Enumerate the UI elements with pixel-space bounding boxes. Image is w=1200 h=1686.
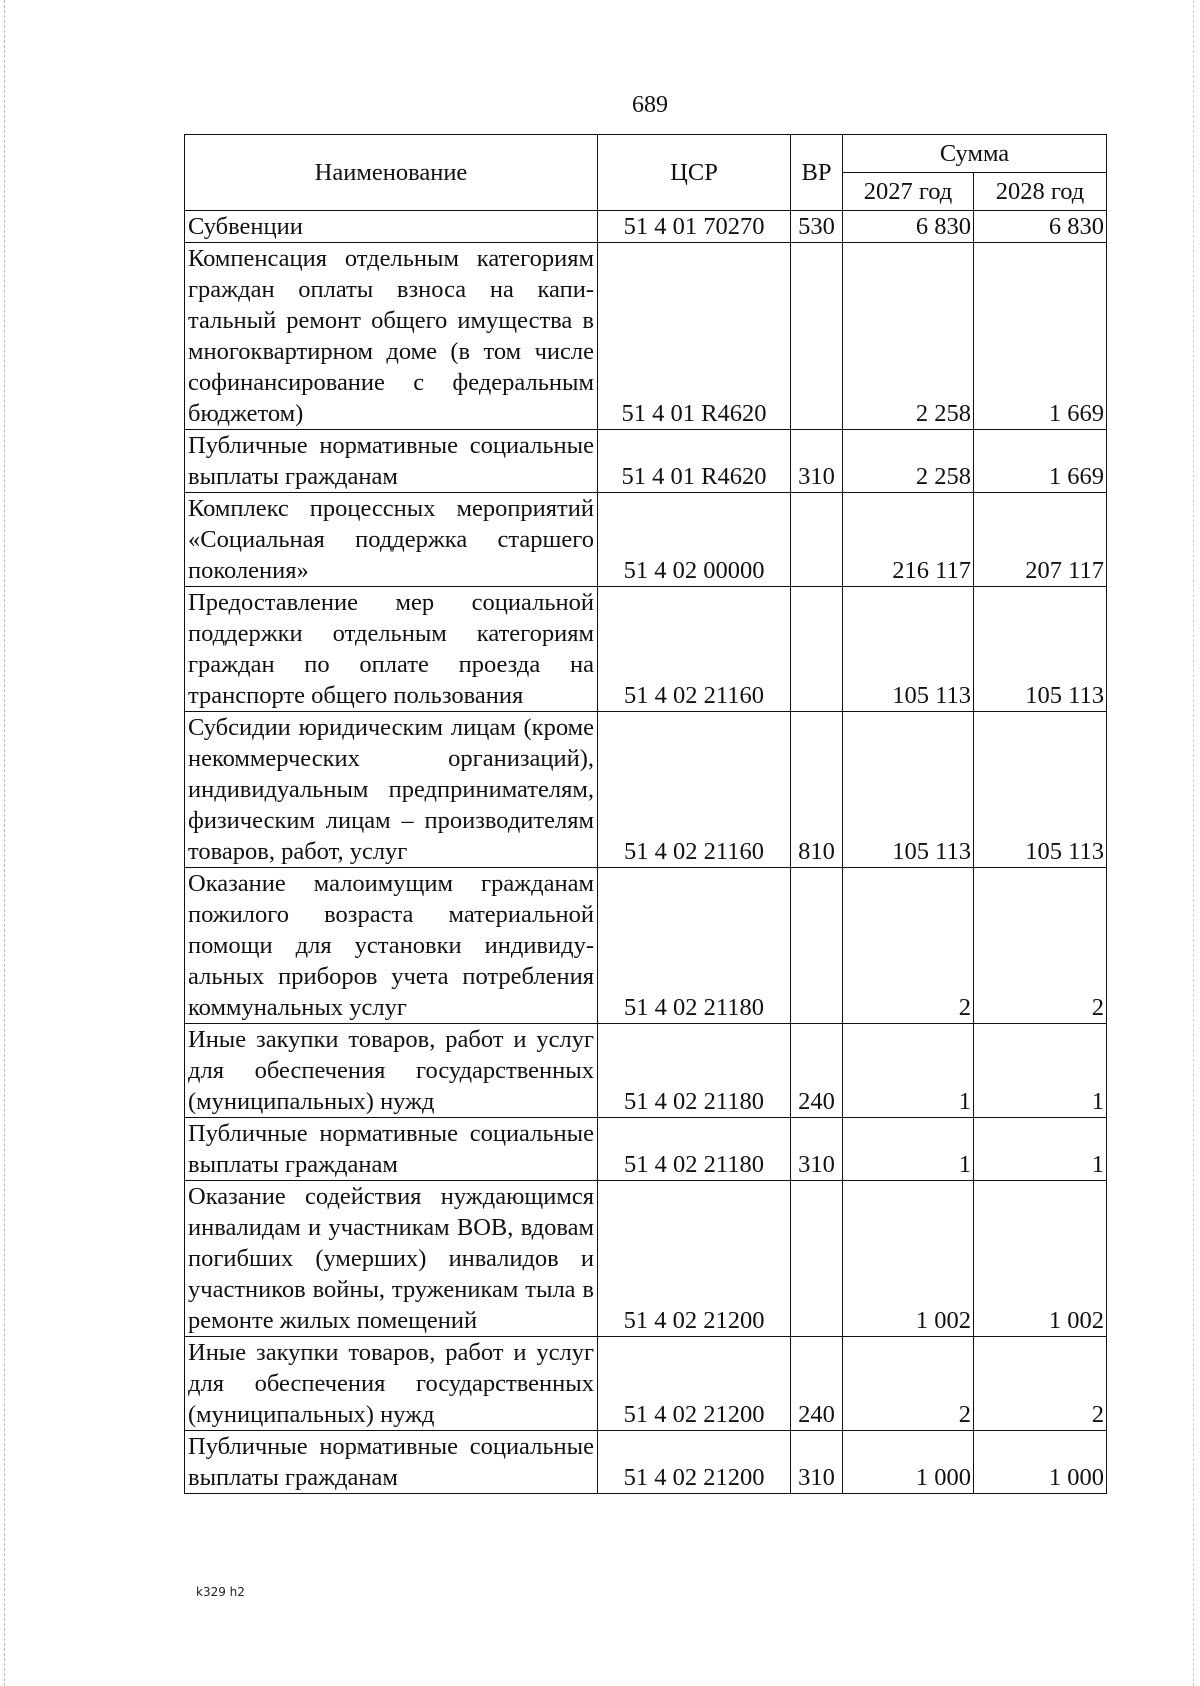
- header-vr: ВР: [791, 135, 843, 211]
- row-sum-2028-cell: 2: [974, 868, 1107, 1024]
- row-vr-cell: [791, 493, 843, 587]
- row-name-cell: Иные закупки товаров, работ и услуг для обеспечения государственных (муниципальных) нужд: [185, 1337, 598, 1431]
- scan-margin-rule-left: [4, 0, 5, 1686]
- row-csr-cell: 51 4 01 R4620: [598, 243, 791, 430]
- row-sum-2027-cell: 1 002: [843, 1181, 974, 1337]
- row-sum-2027-cell: 2 258: [843, 243, 974, 430]
- row-vr-cell: 810: [791, 712, 843, 868]
- row-sum-2028-cell: 207 117: [974, 493, 1107, 587]
- budget-table: [184, 134, 1107, 1494]
- row-vr-cell: 310: [791, 1118, 843, 1181]
- row-sum-2027-cell: 1 000: [843, 1431, 974, 1494]
- row-csr-cell: 51 4 02 21160: [598, 587, 791, 712]
- row-sum-2028-cell: 105 113: [974, 712, 1107, 868]
- row-name-cell: Предоставление мер социальной поддержки отдельным категориям граждан по оплате проезда на транспорте общего пользования: [185, 587, 598, 712]
- table-header: [185, 135, 1107, 211]
- row-sum-2027-cell: 105 113: [843, 712, 974, 868]
- table-row: [185, 1024, 1107, 1118]
- scan-margin-rule-right: [1193, 0, 1194, 1686]
- row-vr-cell: 240: [791, 1024, 843, 1118]
- row-sum-2027-cell: 2: [843, 1337, 974, 1431]
- table-body: [185, 211, 1107, 1494]
- header-year-2027: 2027 год: [843, 173, 974, 211]
- row-sum-2028-cell: 105 113: [974, 587, 1107, 712]
- row-sum-2027-cell: 105 113: [843, 587, 974, 712]
- table-row: [185, 493, 1107, 587]
- row-csr-cell: 51 4 02 21180: [598, 868, 791, 1024]
- row-name-cell: Субвенции: [185, 211, 598, 243]
- row-csr-cell: 51 4 02 21160: [598, 712, 791, 868]
- row-csr-cell: 51 4 01 70270: [598, 211, 791, 243]
- page-number: 689: [632, 92, 668, 118]
- row-sum-2027-cell: 2 258: [843, 430, 974, 493]
- row-name-cell: Иные закупки товаров, работ и услуг для обеспечения государственных (муниципальных) нужд: [185, 1024, 598, 1118]
- table-row: [185, 430, 1107, 493]
- row-csr-cell: 51 4 02 21200: [598, 1431, 791, 1494]
- row-name-cell: Комплекс процессных мероприятий «Социальная поддержка старшего поколения»: [185, 493, 598, 587]
- table-row: [185, 587, 1107, 712]
- row-name-cell: Субсидии юридическим лицам (кроме некоммерческих организаций), индивидуальным предпринимателям, физическим лицам – производителям товаров, работ, услуг: [185, 712, 598, 868]
- row-sum-2028-cell: 1 002: [974, 1181, 1107, 1337]
- row-name-cell: Публичные нормативные социальные выплаты гражданам: [185, 430, 598, 493]
- row-name-cell: Публичные нормативные социальные выплаты гражданам: [185, 1431, 598, 1494]
- row-sum-2028-cell: 1 000: [974, 1431, 1107, 1494]
- row-vr-cell: 530: [791, 211, 843, 243]
- table-row: [185, 1181, 1107, 1337]
- table-row: [185, 868, 1107, 1024]
- header-year-2028: 2028 год: [974, 173, 1107, 211]
- row-csr-cell: 51 4 02 21180: [598, 1024, 791, 1118]
- row-sum-2027-cell: 1: [843, 1024, 974, 1118]
- header-csr: ЦСР: [598, 135, 791, 211]
- row-sum-2028-cell: 1 669: [974, 430, 1107, 493]
- row-sum-2027-cell: 6 830: [843, 211, 974, 243]
- row-sum-2028-cell: 1 669: [974, 243, 1107, 430]
- row-csr-cell: 51 4 02 21200: [598, 1181, 791, 1337]
- table-row: [185, 1118, 1107, 1181]
- row-vr-cell: 310: [791, 430, 843, 493]
- row-name-cell: Оказание малоимущим гражданам пожилого возраста материальной помощи для установки индивидуальных приборов учета потребления коммунальных услуг: [185, 868, 598, 1024]
- row-csr-cell: 51 4 02 00000: [598, 493, 791, 587]
- row-csr-cell: 51 4 02 21200: [598, 1337, 791, 1431]
- header-sum: Сумма: [843, 135, 1107, 173]
- row-sum-2028-cell: 6 830: [974, 211, 1107, 243]
- row-vr-cell: 310: [791, 1431, 843, 1494]
- table-row: [185, 1337, 1107, 1431]
- row-vr-cell: [791, 1181, 843, 1337]
- table-row: [185, 1431, 1107, 1494]
- row-sum-2028-cell: 1: [974, 1024, 1107, 1118]
- row-name-cell: Компенсация отдельным категориям граждан оплаты взноса на капитальный ремонт общего имущества в многоквартирном доме (в том числе софинансирование с федеральным бюджетом): [185, 243, 598, 430]
- row-vr-cell: [791, 868, 843, 1024]
- row-csr-cell: 51 4 02 21180: [598, 1118, 791, 1181]
- row-sum-2028-cell: 1: [974, 1118, 1107, 1181]
- table-row: [185, 243, 1107, 430]
- row-sum-2027-cell: 1: [843, 1118, 974, 1181]
- row-sum-2028-cell: 2: [974, 1337, 1107, 1431]
- header-name: Наименование: [185, 135, 598, 211]
- table-row: [185, 211, 1107, 243]
- row-name-cell: Оказание содействия нуждающимся инвалидам и участникам ВОВ, вдовам погибших (умерших) инвалидов и участников войны, труженикам тыла в ремонте жилых помещений: [185, 1181, 598, 1337]
- row-csr-cell: 51 4 01 R4620: [598, 430, 791, 493]
- row-sum-2027-cell: 216 117: [843, 493, 974, 587]
- row-sum-2027-cell: 2: [843, 868, 974, 1024]
- row-vr-cell: 240: [791, 1337, 843, 1431]
- row-vr-cell: [791, 587, 843, 712]
- table-row: [185, 712, 1107, 868]
- footer-code: k329 h2: [196, 1585, 245, 1599]
- row-vr-cell: [791, 243, 843, 430]
- row-name-cell: Публичные нормативные социальные выплаты гражданам: [185, 1118, 598, 1181]
